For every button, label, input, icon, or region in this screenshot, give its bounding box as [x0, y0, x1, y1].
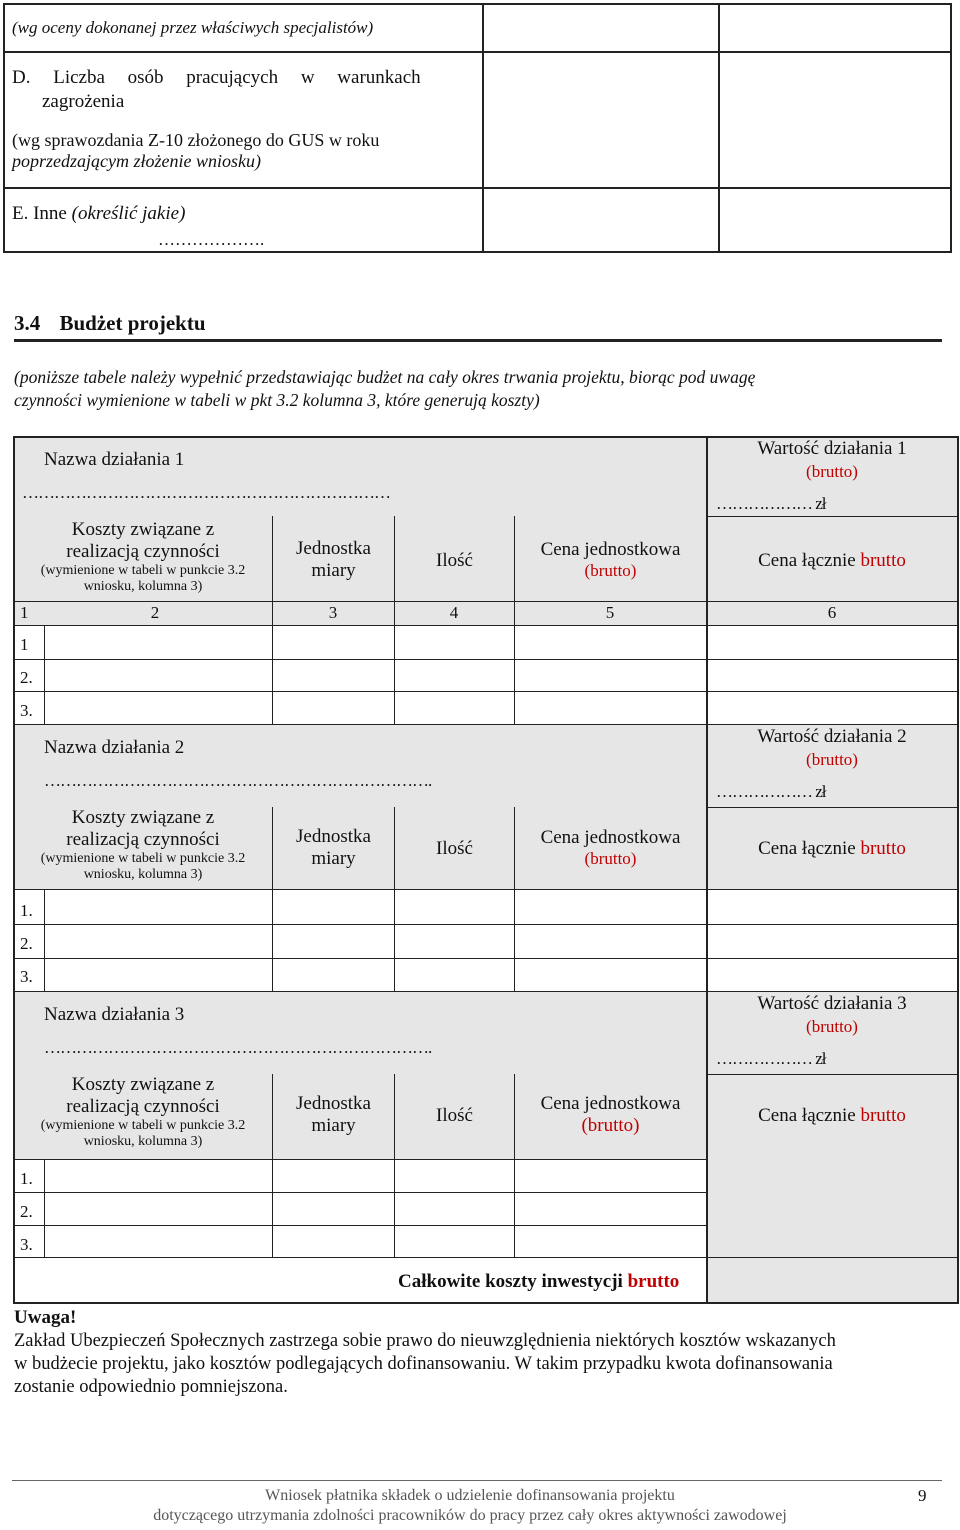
jednostka-line2: miary	[311, 1115, 356, 1136]
action-1-name: Nazwa działania 1	[44, 449, 185, 470]
jednostka-line2: miary	[311, 848, 356, 869]
action-1-dots: ……………………………………………………………	[22, 483, 390, 502]
col-number-2: 2	[150, 603, 160, 622]
action-2-dots: ……………………………………………………………….	[44, 771, 432, 790]
action-2-col-cena-lacznie	[708, 838, 956, 860]
col-number-1: 1	[20, 603, 29, 622]
action-1-col-cena-lacznie	[708, 550, 956, 572]
action-3-value-label: Wartość działania 3	[757, 993, 907, 1014]
koszty-line4: wniosku, kolumna 3)	[83, 867, 203, 882]
action-2-row-2: 2.	[20, 934, 33, 953]
footer-line2: dotyczącego utrzymania zdolności pracowników do pracy przez cały okres aktywności zawodowej	[153, 1507, 787, 1524]
cena-lacznie-label: Cena łącznie	[758, 838, 856, 859]
row-d-note-line2: poprzedzającym złożenie wniosku)	[12, 151, 261, 171]
koszty-line2: realizacją czynności	[66, 541, 220, 562]
row-d-note-line1: (wg sprawozdania Z-10 złożonego do GUS w roku	[12, 130, 380, 150]
action-2-name: Nazwa działania 2	[44, 737, 185, 758]
page-number: 9	[918, 1486, 927, 1505]
footer-line1: Wniosek płatnika składek o udzielenie dofinansowania projektu	[265, 1487, 675, 1504]
jednostka-line1: Jednostka	[296, 826, 371, 847]
koszty-line4: wniosku, kolumna 3)	[83, 579, 203, 594]
cena-line2: (brutto)	[584, 849, 637, 868]
row-d-title	[12, 67, 472, 113]
action-1-col-ilosc: Ilość	[436, 550, 473, 571]
action-1-value-label: Wartość działania 1	[757, 438, 907, 459]
jednostka-line2: miary	[311, 560, 356, 581]
row-e-dots: ……………….	[158, 230, 265, 249]
total-brutto: brutto	[627, 1271, 680, 1292]
action-1-col-jednostka	[273, 538, 394, 582]
notice-line2: w budżecie projektu, jako kosztów podlegających dofinansowaniu. W takim przypadku kwota dofinansowania	[14, 1354, 833, 1374]
cena-line1: Cena jednostkowa	[540, 1093, 681, 1114]
action-2-value-label: Wartość działania 2	[757, 726, 907, 747]
koszty-line3: (wymienione w tabeli w punkcie 3.2	[40, 851, 246, 866]
total-label-row	[398, 1271, 679, 1293]
action-2-value-brutto: (brutto)	[806, 750, 858, 769]
action-1-row-3: 3.	[20, 701, 33, 720]
section-title: Budżet projektu	[59, 311, 206, 335]
koszty-line3: (wymienione w tabeli w punkcie 3.2	[40, 563, 246, 578]
action-3-row-1: 1.	[20, 1169, 33, 1188]
action-1-value-amount: ……………… zł	[716, 494, 826, 513]
action-2-value-amount: ……………… zł	[716, 782, 826, 801]
cena-lacznie-label: Cena łącznie	[758, 550, 856, 571]
section-intro-line1: (poniższe tabele należy wypełnić przedstawiając budżet na cały okres trwania projektu, biorąc pod uwagę	[14, 367, 756, 387]
action-3-dots: ……………………………………………………………….	[44, 1038, 432, 1057]
row-c-note: (wg oceny dokonanej przez właściwych specjalistów)	[12, 18, 374, 37]
action-3-row-2: 2.	[20, 1202, 33, 1221]
koszty-line2: realizacją czynności	[66, 1096, 220, 1117]
section-intro-line2: czynności wymienione w tabeli w pkt 3.2 kolumna 3, które generują koszty)	[14, 390, 540, 410]
total-label: Całkowite koszty inwestycji	[398, 1271, 623, 1292]
koszty-line1: Koszty związane z	[71, 519, 215, 540]
cena-line2: (brutto)	[584, 561, 637, 580]
koszty-line1: Koszty związane z	[71, 1074, 215, 1095]
section-intro	[14, 366, 755, 412]
action-1-row-2: 2.	[20, 668, 33, 687]
cena-lacznie-brutto: brutto	[860, 1105, 906, 1126]
cena-line2: (brutto)	[581, 1115, 640, 1136]
jednostka-line1: Jednostka	[296, 1093, 371, 1114]
col-number-6: 6	[827, 603, 837, 622]
action-3-col-cena	[515, 1093, 706, 1137]
action-2-row-1: 1.	[20, 901, 33, 920]
cena-line1: Cena jednostkowa	[540, 827, 681, 848]
action-3-row-3: 3.	[20, 1235, 33, 1254]
action-2-col-ilosc: Ilość	[436, 838, 473, 859]
action-3-value-bg	[706, 1159, 958, 1257]
row-e-title	[12, 203, 185, 225]
section-number: 3.4	[14, 311, 41, 335]
footer-text	[60, 1486, 880, 1526]
action-1-row-1: 1	[20, 635, 29, 654]
action-3-col-ilosc: Ilość	[436, 1105, 473, 1126]
section-heading	[14, 311, 206, 336]
notice-body	[14, 1330, 944, 1399]
action-3-value-brutto: (brutto)	[806, 1017, 858, 1036]
action-2-col-cena	[515, 827, 706, 869]
action-3-col-jednostka	[273, 1093, 394, 1137]
action-1-value-brutto: (brutto)	[806, 462, 858, 481]
koszty-line1: Koszty związane z	[71, 807, 215, 828]
action-2-col-jednostka	[273, 826, 394, 870]
notice-line1: Zakład Ubezpieczeń Społecznych zastrzega sobie prawo do nieuwzględnienia niektórych kosztów wskazanych	[14, 1331, 836, 1351]
row-e-title-text: E. Inne	[12, 203, 67, 224]
notice-title: Uwaga!	[14, 1307, 77, 1328]
row-d-title-line1: D. Liczba osób pracujących w warunkach	[12, 67, 421, 88]
cena-lacznie-label: Cena łącznie	[758, 1105, 856, 1126]
notice-line3: zostanie odpowiednio pomniejszona.	[14, 1377, 288, 1397]
action-3-value-amount: ……………… zł	[716, 1049, 826, 1068]
action-3-col-cena-lacznie	[708, 1105, 956, 1127]
cena-lacznie-brutto: brutto	[860, 550, 906, 571]
col-number-3: 3	[328, 603, 338, 622]
cena-lacznie-brutto: brutto	[860, 838, 906, 859]
action-1-col-koszty	[15, 519, 271, 595]
jednostka-line1: Jednostka	[296, 538, 371, 559]
row-d-note	[12, 130, 472, 172]
action-3-col-koszty	[15, 1074, 271, 1150]
koszty-line4: wniosku, kolumna 3)	[83, 1134, 203, 1149]
row-e-note: (określić jakie)	[71, 203, 186, 224]
row-d-title-line2: zagrożenia	[42, 91, 125, 112]
koszty-line2: realizacją czynności	[66, 829, 220, 850]
action-3-name: Nazwa działania 3	[44, 1004, 185, 1025]
cena-line1: Cena jednostkowa	[540, 539, 681, 560]
total-value-bg	[706, 1257, 958, 1303]
col-number-5: 5	[605, 603, 615, 622]
action-1-col-cena	[515, 539, 706, 581]
col-number-4: 4	[449, 603, 459, 622]
action-2-col-koszty	[15, 807, 271, 883]
action-2-row-3: 3.	[20, 967, 33, 986]
koszty-line3: (wymienione w tabeli w punkcie 3.2	[40, 1118, 246, 1133]
